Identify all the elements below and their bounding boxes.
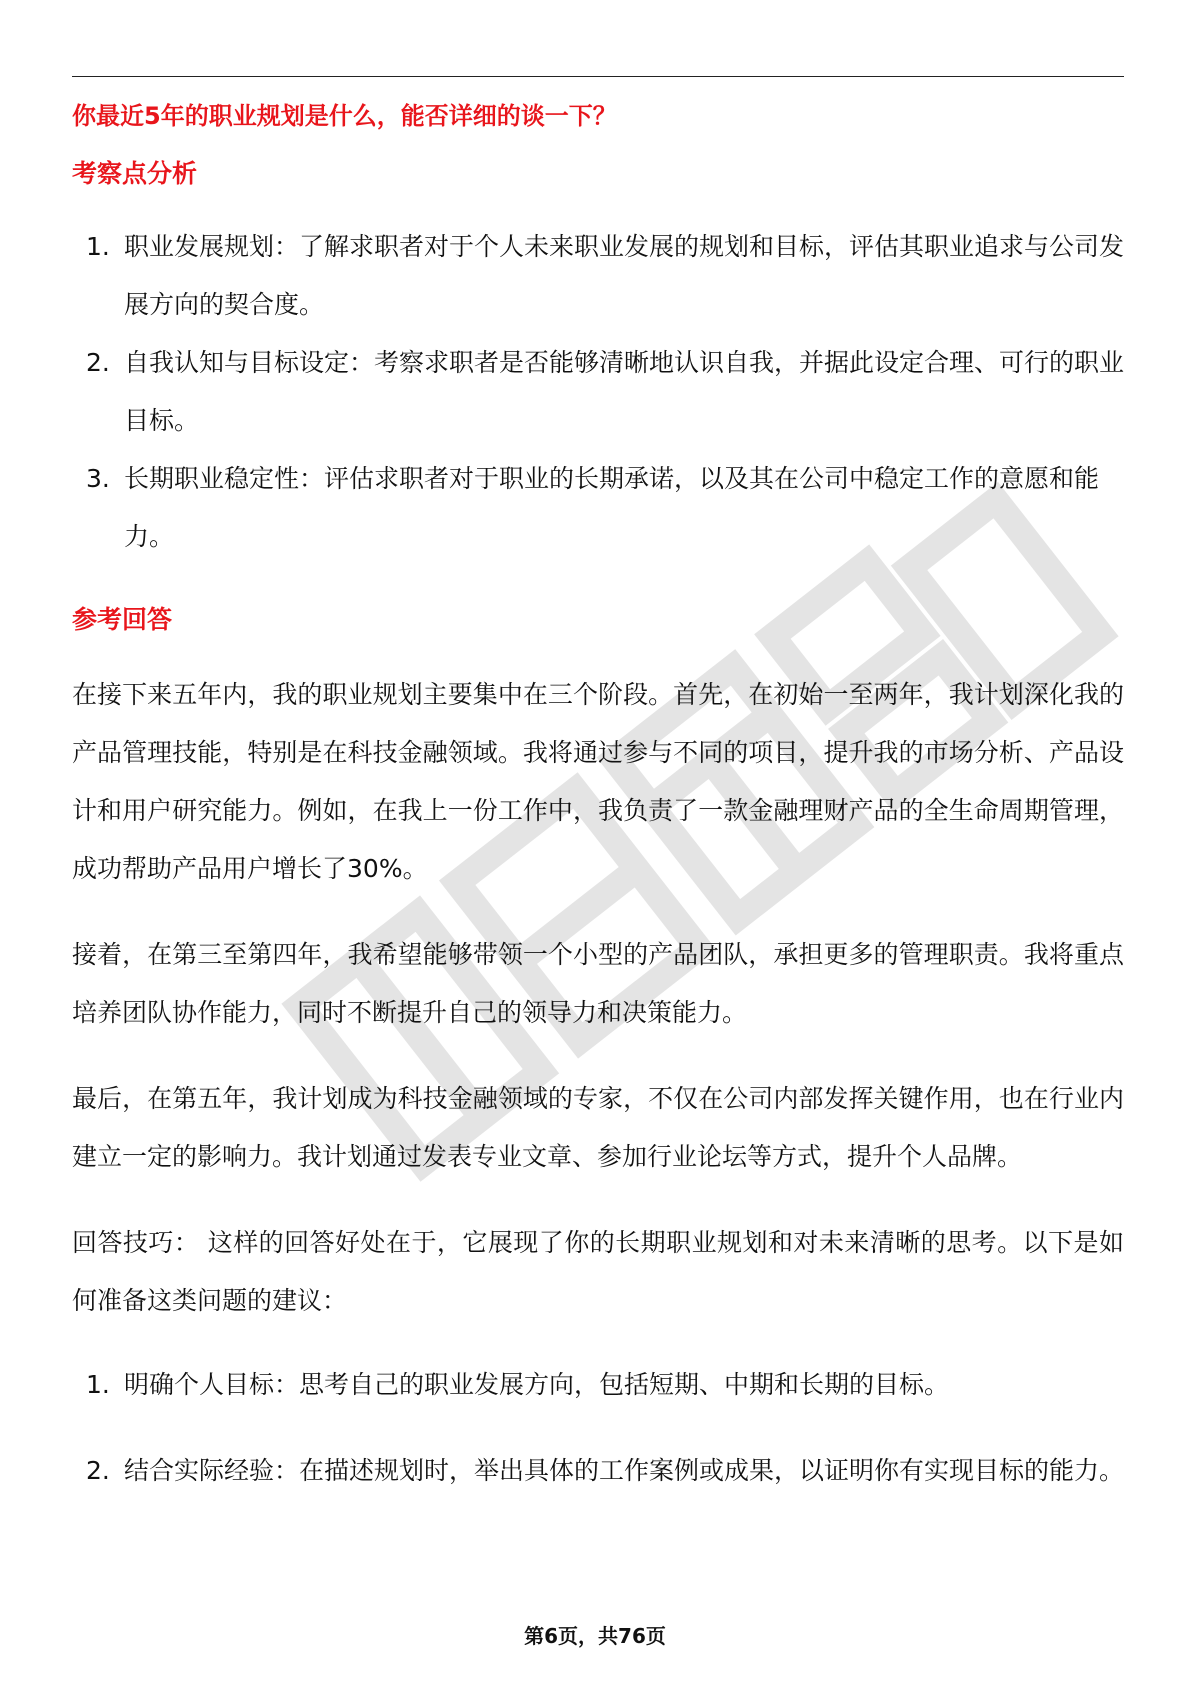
list-item-text: 自我认知与目标设定：考察求职者是否能够清晰地认识自我，并据此设定合理、可行的职业目标。 <box>124 348 1125 435</box>
answer-paragraph-2: 接着，在第三至第四年，我希望能够带领一个小型的产品团队，承担更多的管理职责。我将重点培养团队协作能力，同时不断提升自己的领导力和决策能力。 <box>72 940 1124 1027</box>
list-number: 2. <box>86 1456 110 1485</box>
document-content <box>72 94 1124 1500</box>
list-item <box>72 1442 1124 1500</box>
list-item-text: 长期职业稳定性：评估求职者对于职业的长期承诺，以及其在公司中稳定工作的意愿和能力。 <box>124 464 1100 551</box>
analysis-list <box>72 218 1124 566</box>
list-item <box>72 1356 1124 1414</box>
answer-paragraph-1: 在接下来五年内，我的职业规划主要集中在三个阶段。首先，在初始一至两年，我计划深化我的产品管理技能，特别是在科技金融领域。我将通过参与不同的项目，提升我的市场分析、产品设计和用户研究能力。例如，在我上一份工作中，我负责了一款金融理财产品的全生命周期管理，成功帮助产品用户增长了30%。 <box>72 680 1124 883</box>
list-item <box>72 450 1124 566</box>
list-item-text: 明确个人目标：思考自己的职业发展方向，包括短期、中期和长期的目标。 <box>124 1370 950 1399</box>
page-footer: 第6页，共76页 <box>524 1624 666 1648</box>
analysis-heading: 考察点分析 <box>72 159 198 188</box>
answer-paragraph-3: 最后，在第五年，我计划成为科技金融领域的专家，不仅在公司内部发挥关键作用，也在行业内建立一定的影响力。我计划通过发表专业文章、参加行业论坛等方式，提升个人品牌。 <box>72 1084 1124 1171</box>
tips-list <box>72 1356 1124 1500</box>
list-item <box>72 334 1124 450</box>
list-item-text: 职业发展规划：了解求职者对于个人未来职业发展的规划和目标，评估其职业追求与公司发展方向的契合度。 <box>124 232 1125 319</box>
top-divider <box>72 76 1124 77</box>
list-number: 1. <box>86 232 110 261</box>
list-item-text: 结合实际经验：在描述规划时，举出具体的工作案例或成果，以证明你有实现目标的能力。 <box>124 1456 1125 1485</box>
list-number: 1. <box>86 1370 110 1399</box>
answer-heading: 参考回答 <box>72 605 173 634</box>
list-number: 2. <box>86 348 110 377</box>
answer-tips-intro: 回答技巧： 这样的回答好处在于，它展现了你的长期职业规划和对未来清晰的思考。以下是如何准备这类问题的建议： <box>72 1228 1124 1315</box>
list-item <box>72 218 1124 334</box>
question-title: 你最近5年的职业规划是什么，能否详细的谈一下？ <box>72 102 617 130</box>
list-number: 3. <box>86 464 110 493</box>
